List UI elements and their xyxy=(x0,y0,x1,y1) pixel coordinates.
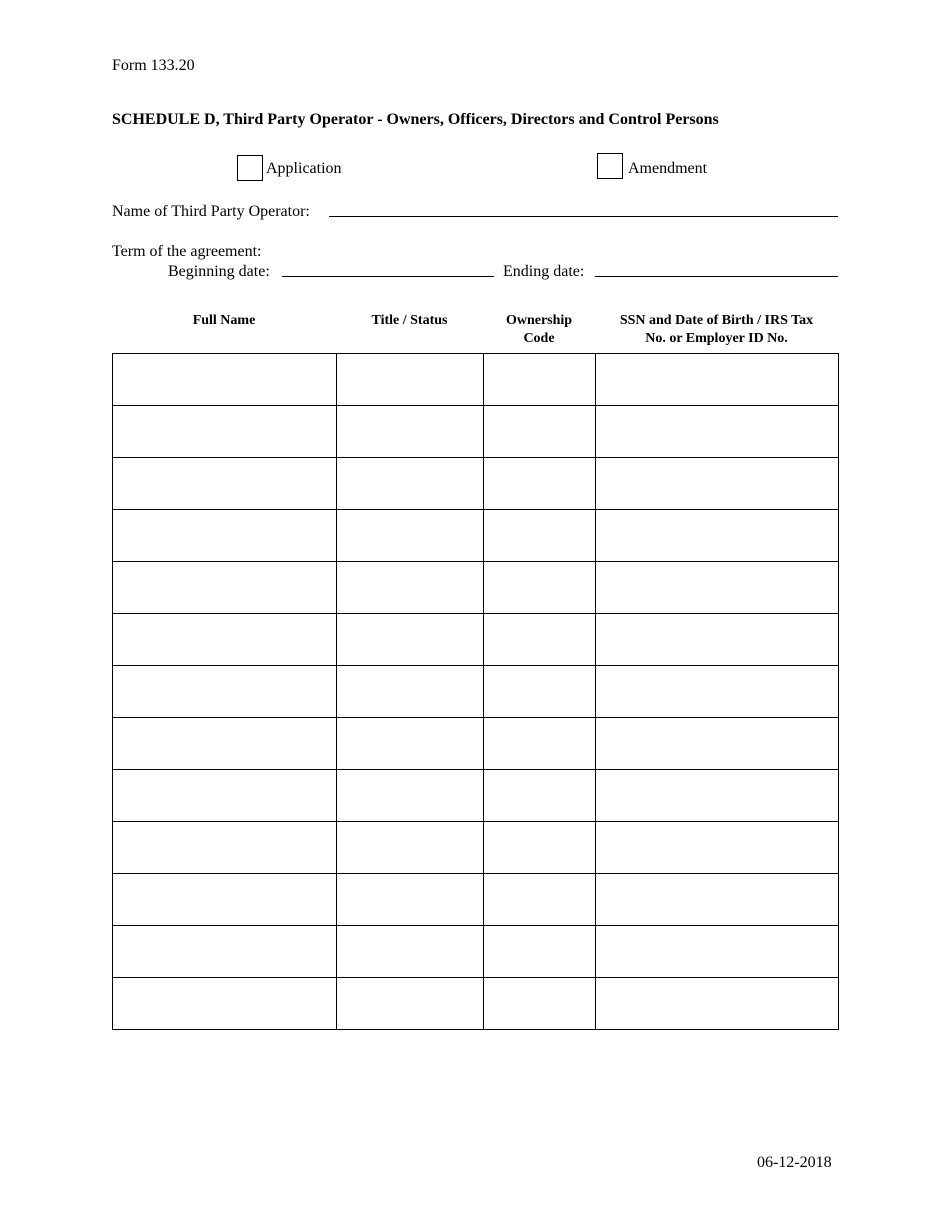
full-name-cell[interactable] xyxy=(113,770,337,822)
page-title: SCHEDULE D, Third Party Operator - Owners, Officers, Directors and Control Persons xyxy=(112,111,719,128)
title-status-cell[interactable] xyxy=(337,406,484,458)
full-name-cell[interactable] xyxy=(113,926,337,978)
persons-table xyxy=(112,353,839,1030)
ownership-code-cell[interactable] xyxy=(484,666,596,718)
ownership-code-cell[interactable] xyxy=(484,562,596,614)
title-status-cell[interactable] xyxy=(337,978,484,1030)
ownership-code-cell[interactable] xyxy=(484,406,596,458)
table-row xyxy=(113,926,839,978)
header-full-name-text: Full Name xyxy=(192,313,256,328)
header-ownership-code xyxy=(483,312,595,348)
ssn-cell[interactable] xyxy=(596,614,839,666)
beginning-date-field[interactable] xyxy=(282,276,494,277)
title-status-cell[interactable] xyxy=(337,770,484,822)
ownership-code-cell[interactable] xyxy=(484,718,596,770)
beginning-date-label: Beginning date: xyxy=(168,263,270,280)
ssn-cell[interactable] xyxy=(596,510,839,562)
header-ownership-line1: Ownership xyxy=(505,313,573,328)
ssn-cell[interactable] xyxy=(596,822,839,874)
table-row xyxy=(113,666,839,718)
ending-date-label: Ending date: xyxy=(503,263,585,280)
title-status-cell[interactable] xyxy=(337,614,484,666)
ssn-cell[interactable] xyxy=(596,874,839,926)
header-ssn xyxy=(595,312,838,348)
ownership-code-cell[interactable] xyxy=(484,614,596,666)
full-name-cell[interactable] xyxy=(113,666,337,718)
header-full-name xyxy=(112,312,336,330)
header-ssn-line1: SSN and Date of Birth / IRS Tax xyxy=(619,313,814,328)
revision-date: 06-12-2018 xyxy=(757,1154,832,1171)
table-row xyxy=(113,458,839,510)
table-row xyxy=(113,718,839,770)
ownership-code-cell[interactable] xyxy=(484,822,596,874)
persons-table-body xyxy=(113,354,839,1030)
term-label: Term of the agreement: xyxy=(112,243,262,260)
title-status-cell[interactable] xyxy=(337,926,484,978)
form-number: Form 133.20 xyxy=(112,57,195,74)
ssn-cell[interactable] xyxy=(596,406,839,458)
ssn-cell[interactable] xyxy=(596,458,839,510)
ssn-cell[interactable] xyxy=(596,770,839,822)
table-row xyxy=(113,510,839,562)
amendment-label: Amendment xyxy=(628,160,708,177)
ssn-cell[interactable] xyxy=(596,562,839,614)
title-status-cell[interactable] xyxy=(337,822,484,874)
ownership-code-cell[interactable] xyxy=(484,926,596,978)
table-row xyxy=(113,978,839,1030)
table-row xyxy=(113,822,839,874)
table-row xyxy=(113,770,839,822)
full-name-cell[interactable] xyxy=(113,406,337,458)
ssn-cell[interactable] xyxy=(596,718,839,770)
full-name-cell[interactable] xyxy=(113,354,337,406)
table-row xyxy=(113,614,839,666)
title-status-cell[interactable] xyxy=(337,718,484,770)
operator-name-field[interactable] xyxy=(329,216,838,217)
table-row xyxy=(113,354,839,406)
full-name-cell[interactable] xyxy=(113,614,337,666)
title-status-cell[interactable] xyxy=(337,510,484,562)
table-row xyxy=(113,874,839,926)
ownership-code-cell[interactable] xyxy=(484,978,596,1030)
ownership-code-cell[interactable] xyxy=(484,510,596,562)
full-name-cell[interactable] xyxy=(113,874,337,926)
full-name-cell[interactable] xyxy=(113,562,337,614)
ownership-code-cell[interactable] xyxy=(484,874,596,926)
ownership-code-cell[interactable] xyxy=(484,354,596,406)
title-status-cell[interactable] xyxy=(337,874,484,926)
ssn-cell[interactable] xyxy=(596,666,839,718)
ssn-cell[interactable] xyxy=(596,354,839,406)
full-name-cell[interactable] xyxy=(113,718,337,770)
ending-date-field[interactable] xyxy=(595,276,838,277)
amendment-checkbox[interactable] xyxy=(597,153,623,179)
ssn-cell[interactable] xyxy=(596,978,839,1030)
ssn-cell[interactable] xyxy=(596,926,839,978)
header-title-status-text: Title / Status xyxy=(371,313,448,328)
full-name-cell[interactable] xyxy=(113,822,337,874)
table-row xyxy=(113,406,839,458)
table-row xyxy=(113,562,839,614)
application-checkbox[interactable] xyxy=(237,155,263,181)
title-status-cell[interactable] xyxy=(337,458,484,510)
application-label: Application xyxy=(266,160,342,177)
title-status-cell[interactable] xyxy=(337,562,484,614)
ownership-code-cell[interactable] xyxy=(484,458,596,510)
title-status-cell[interactable] xyxy=(337,666,484,718)
header-ownership-line2: Code xyxy=(523,331,555,346)
header-title-status xyxy=(336,312,483,330)
full-name-cell[interactable] xyxy=(113,458,337,510)
full-name-cell[interactable] xyxy=(113,978,337,1030)
title-status-cell[interactable] xyxy=(337,354,484,406)
full-name-cell[interactable] xyxy=(113,510,337,562)
header-ssn-line2: No. or Employer ID No. xyxy=(645,331,788,346)
ownership-code-cell[interactable] xyxy=(484,770,596,822)
operator-name-label: Name of Third Party Operator: xyxy=(112,203,310,220)
